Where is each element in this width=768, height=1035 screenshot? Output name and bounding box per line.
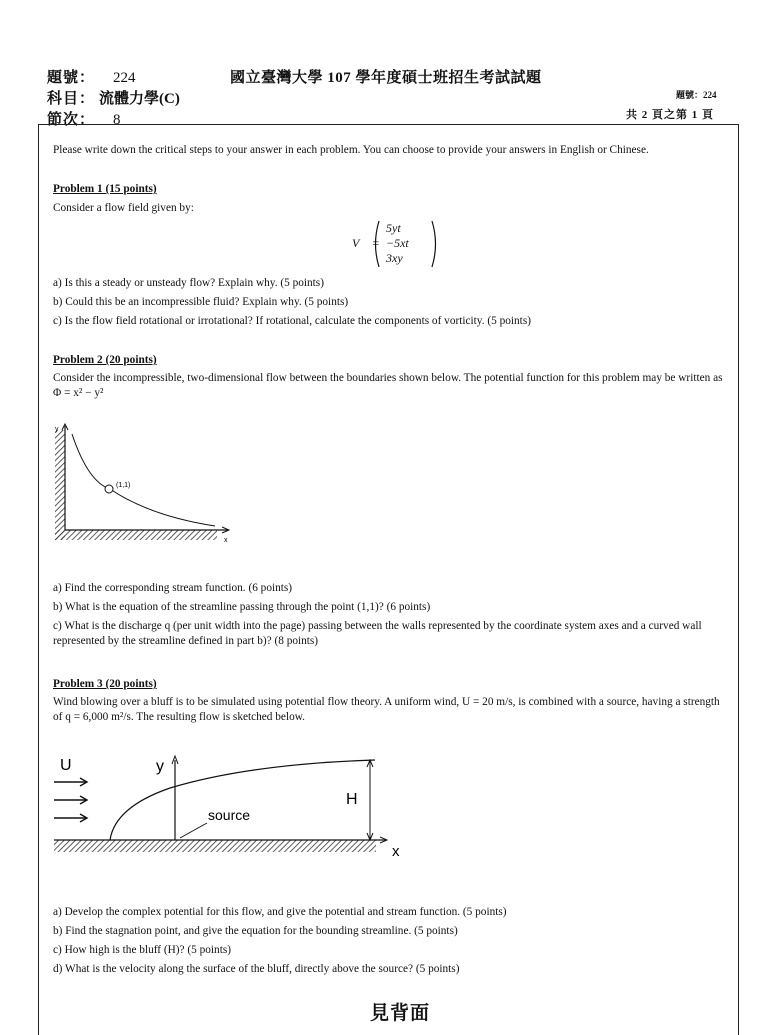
component-y: −5xt: [386, 236, 409, 250]
problem-3-text: Wind blowing over a bluff is to be simulated using potential flow theory. A uniform wind, U = 20 m/s, is combined with a source, having a strength of q = 6,000 m²/s. The resulting flow is sketched below.: [53, 696, 720, 723]
problem-2-heading: Problem 2 (20 points): [53, 354, 157, 366]
horizontal-wall: [55, 530, 217, 540]
exam-title: 國立臺灣大學 107 學年度碩士班招生考試試題: [230, 70, 542, 86]
point-marker: [105, 485, 113, 493]
problem-3-heading: Problem 3 (20 points): [53, 678, 157, 690]
component-x: 5yt: [386, 221, 401, 235]
x-axis-label: x: [392, 843, 400, 860]
problem-1-text: Consider a flow field given by:: [53, 202, 194, 214]
wind-arrows: [54, 778, 87, 822]
vector-label: V⃗ =: [352, 236, 380, 250]
problem-3-question-b: b) Find the stagnation point, and give the equation for the bounding streamline. (5 points): [53, 925, 458, 937]
problem-2-question-c: c) What is the discharge q (per unit width into the page) passing between the walls represented by the coordinate system axes and a curved wall represented by the streamline defined in part b)? (8 points): [53, 620, 702, 647]
problem-3-figure: [50, 752, 420, 862]
exam-code-label: 題號：: [47, 70, 96, 86]
problem-1-question-c: c) Is the flow field rotational or irrotational? If rotational, calculate the components of vorticity. (5 points): [53, 315, 531, 327]
problem-3-question-d: d) What is the velocity along the surface of the bluff, directly above the source? (5 points): [53, 963, 460, 975]
problem-1-question-b: b) Could this be an incompressible fluid? Explain why. (5 points): [53, 296, 349, 308]
streamline-curve: [72, 434, 215, 526]
vector-brackets: [372, 218, 452, 270]
problem-2-question-b: b) What is the equation of the streamline passing through the point (1,1)? (6 points): [53, 601, 431, 613]
vertical-wall: [55, 430, 65, 540]
wind-label: U: [60, 757, 72, 774]
y-axis-label: y: [156, 758, 164, 775]
problem-1-heading: Problem 1 (15 points): [53, 183, 157, 195]
source-pointer: [180, 823, 207, 838]
problem-3-question-c: c) How high is the bluff (H)? (5 points): [53, 944, 231, 956]
exam-code-row: [47, 66, 136, 87]
source-label: source: [208, 807, 251, 823]
problem-2-figure: [50, 420, 240, 545]
problem-2-question-a: a) Find the corresponding stream function. (6 points): [53, 582, 293, 594]
problem-3-question-a: a) Develop the complex potential for this flow, and give the potential and stream function. (5 points): [53, 906, 507, 918]
component-z: 3xy: [386, 251, 403, 265]
see-back-note: 見背面: [370, 1003, 431, 1024]
point-label: (1,1): [116, 482, 131, 489]
bluff-streamline: [110, 760, 375, 840]
height-label: H: [346, 791, 358, 808]
section-label: 節次：: [47, 112, 96, 128]
x-axis-label: x: [224, 537, 228, 544]
problem-1-question-a: a) Is this a steady or unsteady flow? Explain why. (5 points): [53, 277, 324, 289]
page-indicator: 共 2 頁之第 1 頁: [626, 109, 714, 121]
problem-2-text: Consider the incompressible, two-dimensional flow between the boundaries shown below. The potential function for this problem may be written as Φ = x² − y²: [53, 372, 723, 399]
subject-value: 流體力學(C): [99, 91, 180, 107]
subject-label: 科目：: [47, 91, 96, 107]
subject-row: [47, 87, 180, 108]
exam-code-small: 題號：224: [676, 90, 717, 100]
exam-code-value: 224: [113, 70, 136, 86]
instructions: Please write down the critical steps to your answer in each problem. You can choose to provide your answers in English or Chinese.: [53, 144, 649, 156]
section-value: 8: [113, 112, 121, 128]
ground: [54, 840, 376, 852]
y-axis-label: y: [55, 426, 59, 433]
